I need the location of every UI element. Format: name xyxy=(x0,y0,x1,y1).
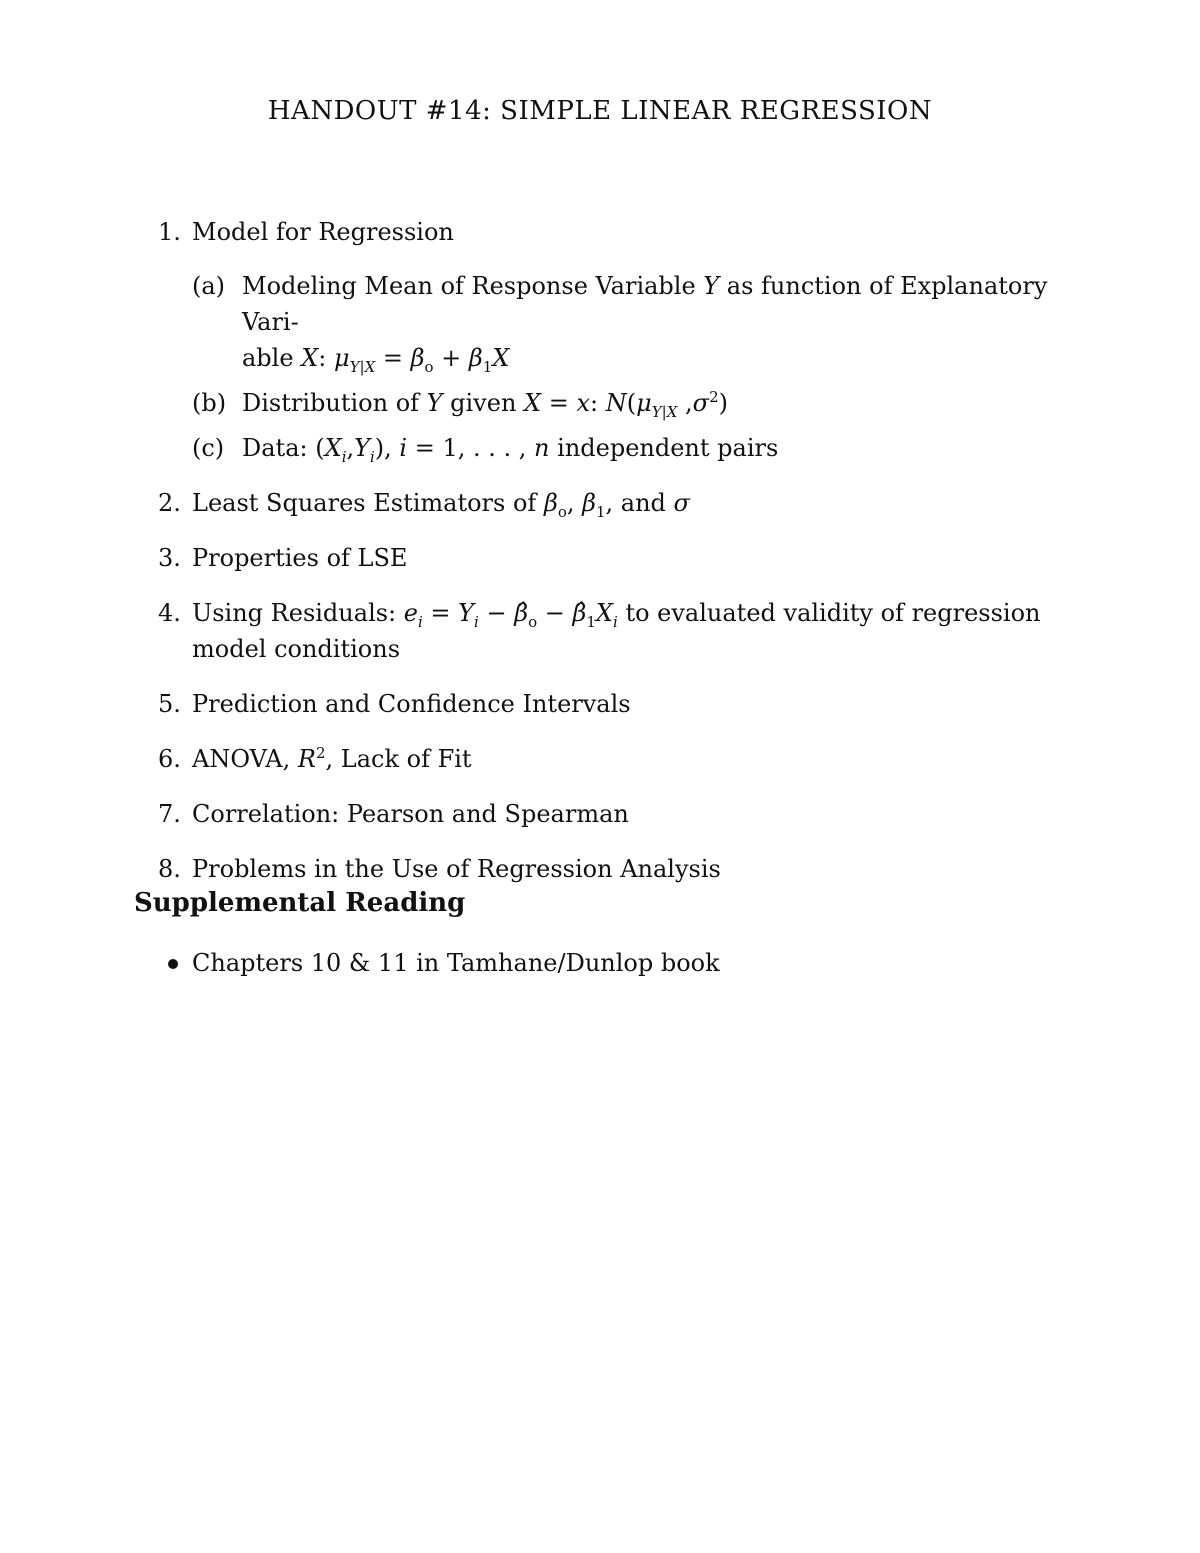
item-number: 5. xyxy=(158,690,181,718)
sub-item-text: Data: $(X_i,Y_i)$, i = 1, . . . , n independent pairs xyxy=(242,434,779,466)
list-item xyxy=(134,686,1096,722)
item-number: 7. xyxy=(158,800,181,828)
item-text: ANOVA, $R^2$, Lack of Fit xyxy=(192,744,472,773)
sub-item-text: Modeling Mean of Response Variable Y as function of Explanatory Vari- able X: $\mu_{Y|X} = \beta_o + \beta_1X$ xyxy=(242,272,1048,376)
sub-item-label: (b) xyxy=(192,389,227,417)
list-item xyxy=(134,540,1096,576)
item-number: 3. xyxy=(158,544,181,572)
list-item xyxy=(134,945,720,981)
sub-item-text: Distribution of Y given X = x: $N(\mu_{Y|X}$ $,\sigma^2$) xyxy=(242,388,728,421)
page-title: HANDOUT #14: SIMPLE LINEAR REGRESSION xyxy=(267,96,933,126)
list-item xyxy=(134,851,1096,887)
item-number: 6. xyxy=(158,745,181,773)
sub-list-item xyxy=(192,430,1096,466)
item-text: Model for Regression xyxy=(192,218,454,246)
sub-list-item xyxy=(192,268,1096,376)
item-number: 2. xyxy=(158,489,181,517)
sub-item-label: (a) xyxy=(192,272,226,300)
supplemental-list xyxy=(134,945,720,981)
sub-item-label: (c) xyxy=(192,434,225,462)
item-text: Using Residuals: $e_i = Y_i$ − $\betâ_o$ − $\betâ_1X_i$ to evaluated validity of regression model conditions xyxy=(192,599,1041,663)
item-number: 8. xyxy=(158,855,181,883)
item-number: 1. xyxy=(158,218,181,246)
item-text: Problems in the Use of Regression Analysis xyxy=(192,855,721,883)
list-item xyxy=(134,741,1096,777)
topic-list xyxy=(134,214,1096,887)
sub-list-item xyxy=(192,385,1096,421)
bullet-text: Chapters 10 & 11 in Tamhane/Dunlop book xyxy=(192,949,720,977)
list-item xyxy=(134,595,1096,667)
list-item xyxy=(134,796,1096,832)
supplemental-heading: Supplemental Reading xyxy=(134,888,466,918)
list-item xyxy=(134,485,1096,521)
bullet-icon xyxy=(168,959,178,969)
item-text: Least Squares Estimators of $\beta_o$, $\beta_1$, and σ xyxy=(192,489,690,521)
item-text: Correlation: Pearson and Spearman xyxy=(192,800,629,828)
item-number: 4. xyxy=(158,599,181,627)
item-text: Prediction and Confidence Intervals xyxy=(192,690,631,718)
item-text: Properties of LSE xyxy=(192,544,408,572)
sub-list xyxy=(192,268,1096,466)
list-item xyxy=(134,214,1096,466)
